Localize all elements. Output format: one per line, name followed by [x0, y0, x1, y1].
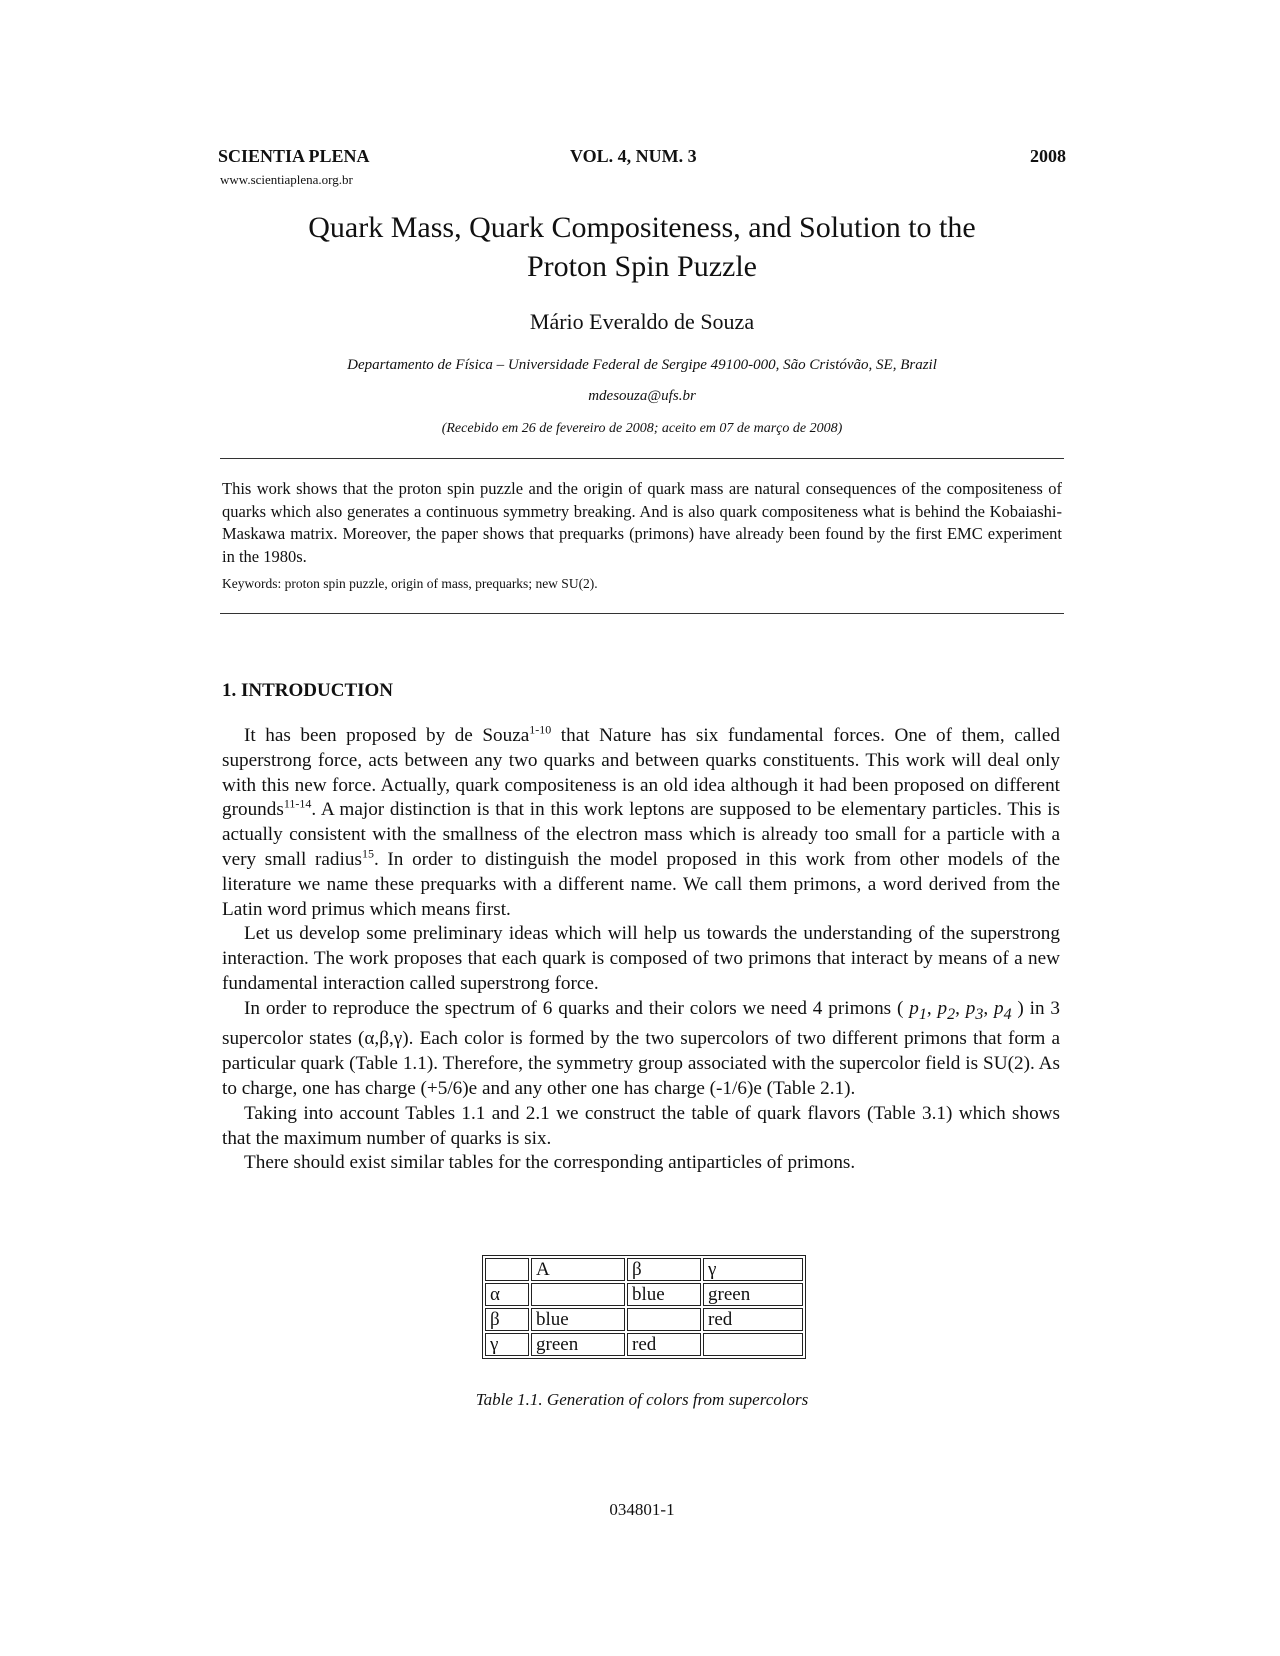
table-cell: green [703, 1283, 803, 1306]
author-name: Mário Everaldo de Souza [529, 309, 755, 334]
table-row [485, 1308, 803, 1331]
table-caption: Table 1.1. Generation of colors from supercolors [475, 1390, 809, 1409]
paragraph-4: Taking into account Tables 1.1 and 2.1 we construct the table of quark flavors (Table 3.1) which shows that the maximum number of quarks is six. [222, 1102, 1060, 1149]
paragraph-5: There should exist similar tables for the corresponding antiparticles of primons. [244, 1152, 856, 1174]
table-cell: blue [627, 1283, 701, 1306]
journal-url: www.scientiaplena.org.br [220, 172, 353, 187]
abstract-top-rule [220, 458, 1064, 459]
primon-index: 3 [975, 1005, 984, 1023]
abstract: This work shows that the proton spin puzzle and the origin of quark mass are natural consequences of the compositeness of quarks which also generates a continuous symmetry breaking. And is also quark compositeness what is behind the Kobaiashi-Maskawa matrix. Moreover, the paper shows that prequarks (primons) have already been found by the first EMC experiment in the 1980s. [222, 479, 1062, 566]
primon-index: 2 [947, 1005, 956, 1023]
table-header-row [485, 1258, 803, 1281]
primon-index: 1 [918, 1005, 927, 1023]
p1-text-3: . A major distinction is that in this work leptons are supposed to be elementary particles. This is actually consistent with the smallness of the electron mass which is already too small for a particle with a very small radius [222, 799, 1060, 870]
p1-text-2: that Nature has six fundamental forces. One of them, called superstrong force, acts between any two quarks and between quarks constituents. This work will deal only with this new force. Actually, quark compositeness is an old idea although it had been proposed on different grounds [222, 725, 1060, 821]
primon-index: 4 [1003, 1005, 1012, 1023]
paper-title [218, 208, 1066, 286]
table-row [485, 1333, 803, 1356]
table-header-cell: γ [703, 1258, 803, 1281]
table-cell: green [531, 1333, 625, 1356]
table-cell: red [703, 1308, 803, 1331]
table-header-cell: A [531, 1258, 625, 1281]
primon-symbol: p [909, 997, 919, 1019]
title-line-1: Quark Mass, Quark Compositeness, and Solution to the [308, 211, 976, 244]
p3-text-1: In order to reproduce the spectrum of 6 quarks and their colors we need 4 primons ( [244, 997, 910, 1019]
primon-symbol: p [937, 997, 948, 1019]
primon-symbol: p [965, 997, 976, 1019]
publication-year: 2008 [1030, 146, 1066, 166]
table-header-cell: β [627, 1258, 701, 1281]
paragraph-2: Let us develop some preliminary ideas which will help us towards the understanding of the superstrong interaction. The work proposes that each quark is composed of two primons that interact by means of a new fundamental interaction called superstrong force. [222, 923, 1060, 994]
citation-superscript: 1-10 [529, 722, 552, 737]
primon-symbol: p [993, 997, 1004, 1019]
author-email: mdesouza@ufs.br [588, 388, 696, 404]
table-cell [531, 1283, 625, 1306]
citation-superscript: 11-14 [283, 797, 312, 811]
p1-text-1: It has been proposed by de Souza [244, 725, 530, 746]
table-cell: red [627, 1333, 701, 1356]
p1-text-4: . In order to distinguish the model proposed in this work from other models of the literature we name these prequarks with a different name. We call them primons, a word derived from the Latin word primus which means first. [222, 848, 1061, 920]
section-heading: 1. INTRODUCTION [222, 680, 394, 701]
table-cell: β [485, 1308, 529, 1331]
table-cell [627, 1308, 701, 1331]
keywords: Keywords: proton spin puzzle, origin of mass, prequarks; new SU(2). [222, 576, 598, 591]
table-cell [703, 1333, 803, 1356]
section-body [222, 724, 1060, 1176]
table-cell: blue [531, 1308, 625, 1331]
table-cell: γ [485, 1333, 529, 1356]
citation-superscript: 15 [361, 846, 374, 861]
abstract-bottom-rule [220, 613, 1064, 614]
table-cell: α [485, 1283, 529, 1306]
supercolor-table-container [482, 1255, 806, 1359]
paragraph-1 [222, 724, 1060, 922]
title-line-2: Proton Spin Puzzle [527, 250, 757, 283]
p3-text-2: ) in 3 supercolor states (α,β,γ). Each color is formed by the two supercolors of two different primons that form a particular quark (Table 1.1). Therefore, the symmetry group associated with the supercolor field is SU(2). As to charge, one has charge (+5/6)e and any other one has charge (-1/6)e (Table 2.1). [222, 997, 1061, 1099]
supercolor-table [482, 1255, 806, 1359]
masthead [218, 146, 1066, 170]
journal-name: SCIENTIA PLENA [218, 146, 370, 166]
author-affiliation: Departamento de Física – Universidade Federal de Sergipe 49100-000, São Cristóvão, SE, Brazil [347, 357, 937, 373]
table-row [485, 1283, 803, 1306]
table-header-cell [485, 1258, 529, 1281]
paragraph-3: In order to reproduce the spectrum of 6 quarks and their colors we need 4 primons ( $p_1$, $p_2$, $p_3$, $p_4$ ) in 3 supercolor states (α,β,γ). Each color is formed by the two supercolors of two different primons that form a particular quark (Table 1.1). Therefore, the symmetry group associated with the supercolor field is SU(2). As to charge, one has charge (+5/6)e and any other one has charge (-1/6)e (Table 2.1). [222, 997, 1061, 1099]
volume-number: VOL. 4, NUM. 3 [570, 146, 697, 166]
page-number: 034801-1 [609, 1500, 675, 1519]
received-dates: (Recebido em 26 de fevereiro de 2008; aceito em 07 de março de 2008) [441, 421, 843, 436]
